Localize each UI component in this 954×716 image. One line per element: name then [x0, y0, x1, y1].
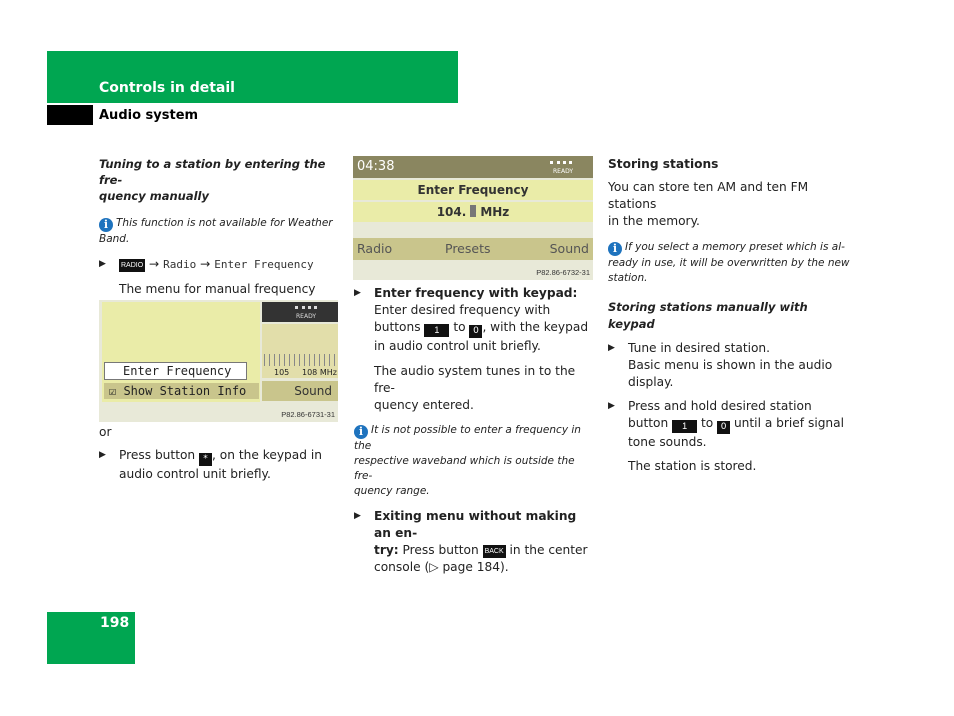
frequency-scale [262, 324, 338, 378]
ready-label: READY [296, 313, 317, 320]
list-item: ▶ Enter frequency with keypad: Enter desired frequency with buttons 1 to 0 , with the keypad in audio control unit briefly. The audio system tunes in to the fre- quency entered. [354, 286, 589, 412]
section-title: Controls in detail [99, 80, 235, 96]
info-icon: i [354, 425, 368, 439]
section-heading: Tuning to a station by entering the fre- quency manually [99, 157, 326, 203]
key-1-icon: 1 [672, 420, 697, 433]
list-item: ▶ Exiting menu without making an en- try: Press button BACK in the center console (▷ page 184). [354, 509, 588, 574]
display-screenshot-2 [353, 156, 593, 280]
star-key-icon: * [199, 453, 212, 466]
sound-tab: Sound [262, 381, 338, 401]
figure-ref: P82.86-6731-31 [281, 410, 335, 419]
radio-key-icon: RADIO [119, 259, 145, 272]
menu-item-enter-frequency: Enter Frequency [104, 362, 247, 380]
tab-sound: Sound [549, 241, 589, 256]
bullet-icon: ▶ [608, 401, 615, 411]
list-item: ▶ Press button * , on the keypad in audio control unit briefly. [99, 448, 322, 481]
info-icon: i [99, 218, 113, 232]
frequency-unit: MHz [480, 205, 510, 219]
key-1-icon: 1 [424, 324, 449, 337]
tab-presets: Presets [445, 241, 491, 256]
display-screenshot-1 [99, 300, 338, 422]
key-0-icon: 0 [717, 421, 730, 434]
bullet-icon: ▶ [99, 450, 106, 460]
menu-description: The menu for manual frequency [119, 282, 316, 296]
list-item: ▶ Press and hold desired station button 1 to 0 until a brief signal tone sounds. The station is stored. [608, 399, 845, 473]
bullet-icon: ▶ [354, 288, 361, 298]
text-cursor [470, 205, 476, 217]
tab-radio: Radio [357, 241, 393, 256]
scale-left: 105 [274, 368, 290, 377]
info-note: i This function is not available for Weather Band. [99, 217, 333, 245]
list-item: ▶ Tune in desired station. Basic menu is shown in the audio display. [608, 341, 833, 389]
status-bar [262, 302, 338, 322]
frequency-value: 104. [436, 205, 467, 219]
scale-ticks [264, 354, 336, 366]
subsection-title: Audio system [99, 108, 199, 123]
subsection-marker [47, 105, 93, 125]
key-0-icon: 0 [469, 325, 482, 338]
bottom-tab-bar [353, 238, 593, 260]
signal-icon [550, 161, 572, 167]
frequency-entry-field [353, 202, 593, 222]
list-item: ▶ RADIO → Radio → Enter Frequency [99, 257, 314, 271]
figure-ref: P82.86-6732-31 [536, 268, 590, 277]
column-3 [608, 156, 853, 475]
page-number: 198 [100, 615, 130, 631]
bullet-icon: ▶ [608, 343, 615, 353]
frequency-entry-title: Enter Frequency [353, 180, 593, 200]
clock: 04:38 [357, 159, 395, 174]
back-key-icon: BACK [483, 545, 506, 558]
ready-label: READY [553, 168, 574, 175]
info-icon: i [608, 242, 622, 256]
bullet-icon: ▶ [354, 511, 361, 521]
info-note: i It is not possible to enter a frequency in the respective waveband which is outside the fre- quency range. [354, 424, 581, 497]
bullet-icon: ▶ [99, 259, 106, 269]
menu-item-show-station-info: ☑ Show Station Info [104, 383, 259, 399]
signal-icon [295, 306, 317, 313]
title-bar [353, 156, 593, 178]
column-2 [354, 285, 596, 576]
column-1-lower: or ▶ Press button * , on the keypad in audio control unit briefly. [99, 424, 339, 483]
section-heading: Storing stations [608, 157, 719, 171]
subheading: Storing stations manually with keypad [608, 300, 808, 331]
intro-text: You can store ten AM and ten FM stations in the memory. [608, 180, 809, 228]
info-note: i If you select a memory preset which is al- ready in use, it will be overwritten by the new station. [608, 241, 850, 284]
scale-right: 108 MHz [302, 368, 337, 377]
